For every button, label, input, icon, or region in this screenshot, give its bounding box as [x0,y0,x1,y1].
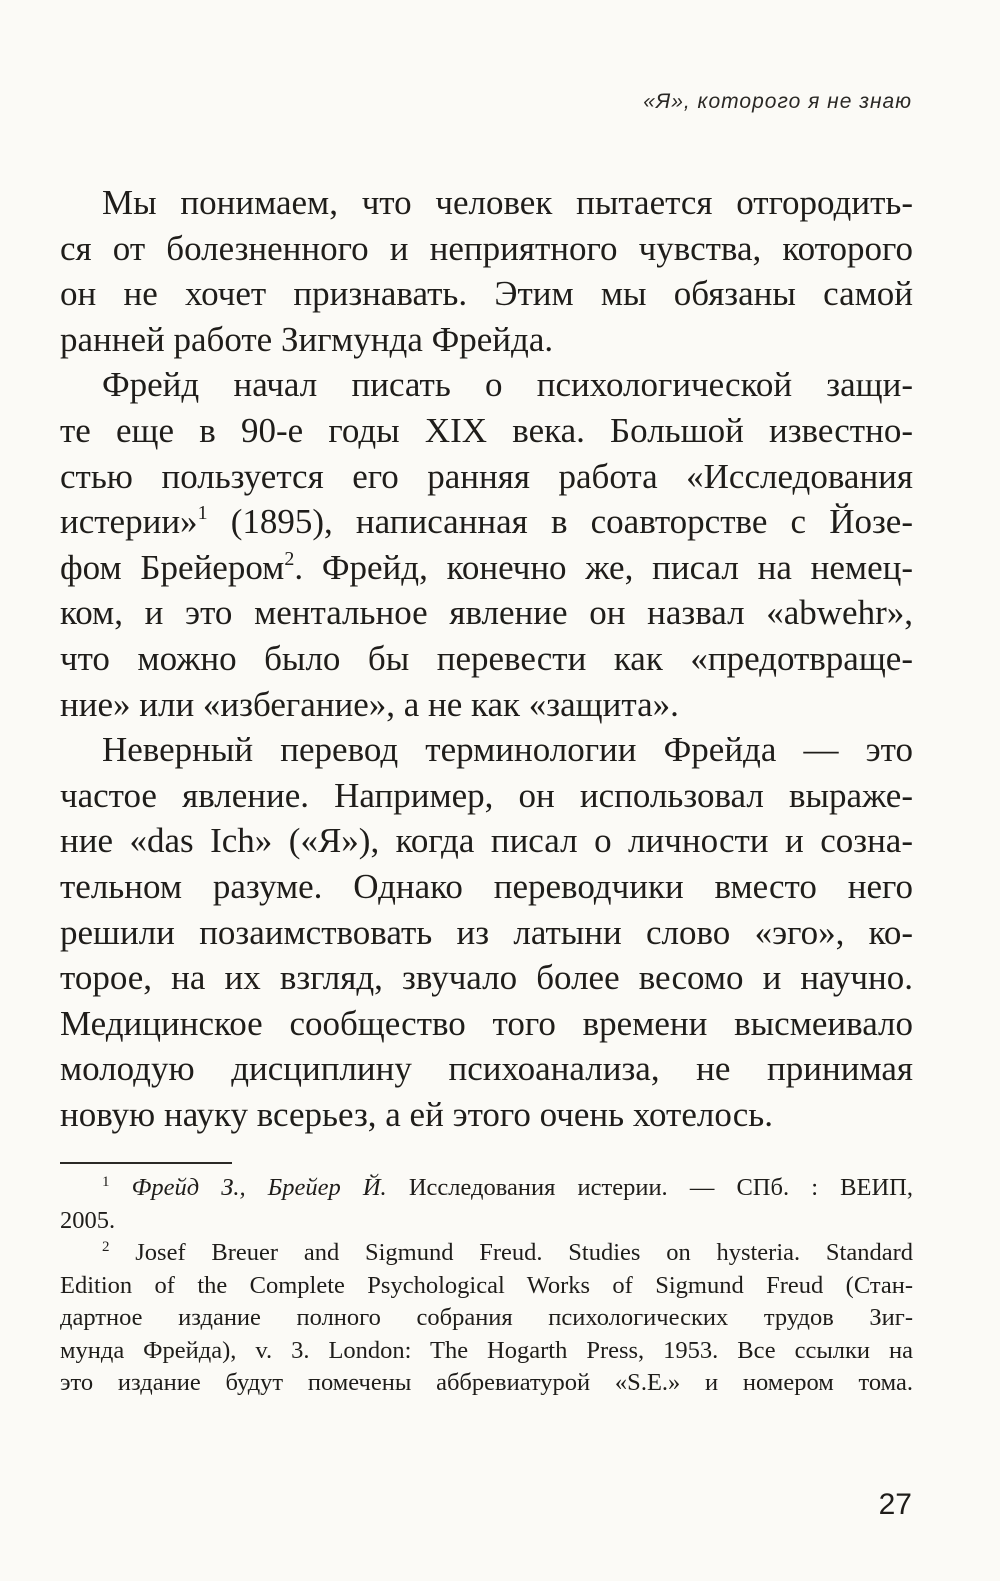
footnote-line [60,1237,913,1270]
footnote-ref-2: 2 [284,547,295,570]
text-fragment: . Фрейд, конечно же, писал на немец- [294,547,914,587]
footnote-number: 2 [102,1239,110,1255]
footnote-line: это издание будут помечены аббревиатурой «S.E.» и номером тома. [60,1369,913,1396]
footnotes [60,1172,913,1400]
text-line: Фрейд начал писать о психологической защи- [102,365,913,405]
footnote-line: Edition of the Complete Psychological Works of Sigmund Freud (Стан- [60,1271,913,1299]
footnote-2 [60,1237,913,1400]
text-line: ком, и это ментальное явление он назвал «abwehr», [60,593,913,633]
text-line: Неверный перевод терминологии Фрейда — это [102,730,913,770]
text-line: ние «das Ich» («Я»), когда писал о личности и созна- [60,821,913,861]
body-text [60,180,913,1137]
text-line: торое, на их взгляд, звучало более весомо и научно. [60,958,913,998]
text-line: ся от болезненного и неприятного чувства, которого [60,228,913,268]
paragraph-3 [60,727,913,1137]
text-line: стью пользуется его ранняя работа «Исследования [60,456,913,496]
footnote-line: дартное издание полного собрания психологических трудов Зиг- [60,1304,913,1331]
text-line: тельном разуме. Однако переводчики вместо него [60,866,913,906]
text-line: те еще в 90-е годы XIX века. Большой известно- [60,410,913,450]
footnote-authors: Фрейд З., Брейер Й. [131,1174,387,1201]
text-line: что можно было бы перевести как «предотвраще- [60,638,913,678]
text-line: ранней работе Зигмунда Фрейда. [60,319,554,359]
text-line: Мы понимаем, что человек пытается отгородить- [102,183,913,222]
text-line: молодую дисциплину психоанализа, не принимая [60,1049,913,1089]
text-line: ние» или «избегание», а не как «защита». [60,684,679,724]
footnote-ref-1: 1 [197,502,208,525]
text-fragment: фом Брейером [60,547,285,587]
footnote-divider [60,1162,232,1164]
footnote-number: 1 [102,1174,110,1190]
text-line: решили позаимствовать из латыни слово «эго», ко- [60,912,913,952]
footnote-line: 2005. [60,1206,116,1234]
text-line: новую науку всерьез, а ей этого очень хотелось. [60,1094,773,1134]
text-fragment: (1895), написанная в соавторстве с Йозе- [207,502,913,542]
paragraph-2 [60,362,913,727]
text-line: он не хочет признавать. Этим мы обязаны самой [60,274,913,314]
text-line: частое явление. Например, он использовал выраже- [60,775,913,815]
footnote-line [60,1172,913,1205]
footnote-text: Исследования истерии. — СПб. : ВЕИП, [386,1174,913,1201]
footnote-line: мунда Фрейда), v. 3. London: The Hogarth Press, 1953. Все ссылки на [60,1336,913,1364]
text-line [60,499,913,545]
text-line: Медицинское сообщество того времени высмеивало [60,1003,913,1043]
footnote-text: Josef Breuer and Sigmund Freud. Studies on hysteria. Standard [109,1239,913,1266]
paragraph-1 [60,180,913,362]
page-number: 27 [878,1488,912,1521]
text-line [60,545,913,591]
running-header: «Я», которого я не знаю [643,90,912,113]
footnote-1 [60,1172,913,1237]
text-fragment: истерии» [60,502,198,542]
